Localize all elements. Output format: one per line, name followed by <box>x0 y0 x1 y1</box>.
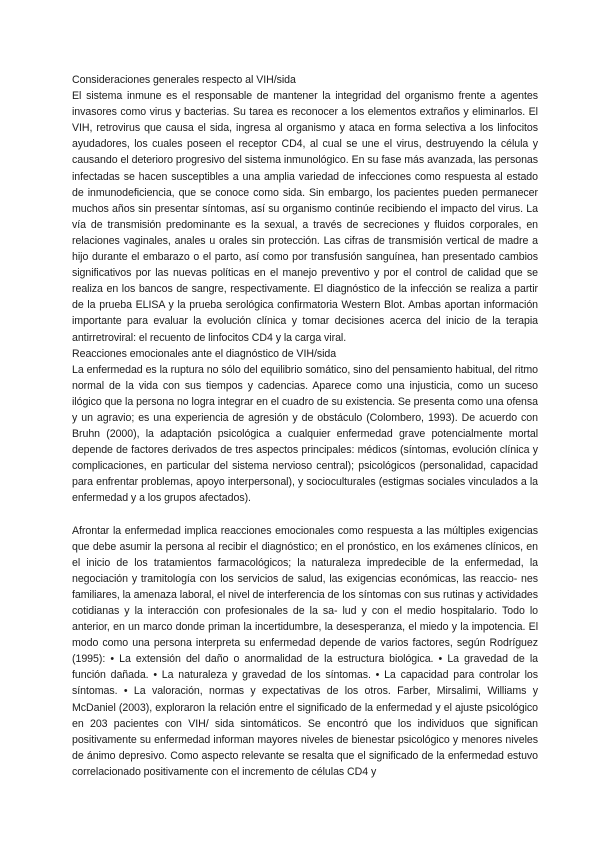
body-paragraph: Afrontar la enfermedad implica reacciones emocionales como respuesta a las múltiples exigencias que debe asumir la persona al recibir el diagnóstico; en el pronóstico, en los exámenes clínicos, en el inicio de los tratamientos farmacológicos; la naturaleza impredecible de la enfermedad, la negociación y tramitología con los servicios de salud, las exigencias económicas, las reaccio- nes familiares, la amenaza laboral, el nivel de interferencia de los síntomas con sus rutinas y actividades cotidianas y la interacción con profesionales de la sa- lud y con el medio hospitalario. Todo lo anterior, en un marco donde priman la incertidumbre, la desesperanza, el miedo y la impotencia. El modo como una persona interpreta su enfermedad depende de varios factores, según Rodríguez (1995): • La extensión del daño o anormalidad de la estructura biológica. • La gravedad de la función dañada. • La naturaleza y gravedad de los síntomas. • La capacidad para controlar los síntomas. • La valoración, normas y expectativas de los otros. Farber, Mirsalimi, Williams y McDaniel (2003), exploraron la relación entre el significado de la enfermedad y el ajuste psicológico en 203 pacientes con VIH/ sida sintomáticos. Se encontró que los individuos que significan positivamente su enfermedad informan mayores niveles de bienestar psicológico y menores niveles de ánimo depresivo. Como aspecto relevante se resalta que el significado de la enfermedad estuvo correlacionado positivamente con el incremento de células CD4 y <box>72 524 538 778</box>
section-heading: Reacciones emocionales ante el diagnóstico de VIH/sida <box>72 347 337 360</box>
paragraph-gap <box>72 507 538 523</box>
body-paragraph: El sistema inmune es el responsable de mantener la integridad del organismo frente a agentes invasores como virus y bacterias. Su tarea es reconocer a los elementos extraños y eliminarlos. El VIH, retrovirus que causa el sida, ingresa al organismo y ataca en forma selectiva a los linfocitos ayudadores, los cuales poseen el receptor CD4, al cual se une el virus, destruyendo la célula y causando el deterioro progresivo del sistema inmunológico. En su fase más avanzada, las personas infectadas se hacen susceptibles a una amplia variedad de infecciones como respuesta al estado de inmunodeficiencia, que se conoce como sida. Sin embargo, los pacientes pueden permanecer muchos años sin presentar síntomas, así su organismo continúe recibiendo el impacto del virus. La vía de transmisión predominante es la sexual, a través de secreciones y fluidos corporales, en relaciones vaginales, anales u orales sin protección. Las cifras de transmisión vertical de madre a hijo durante el embarazo o el parto, así como por transfusión sanguínea, han presentado cambios significativos por las nuevas políticas en el manejo preventivo y por el control de calidad que se realiza en los bancos de sangre, respectivamente. El diagnóstico de la infección se realiza a partir de la prueba ELISA y la prueba serológica confirmatoria Western Blot. Ambas aportan información importante para evaluar la evolución clínica y tomar decisiones acerca del inicio de la terapia antirretroviral: el recuento de linfocitos CD4 y la carga viral. <box>72 90 538 344</box>
body-paragraph: La enfermedad es la ruptura no sólo del equilibrio somático, sino del pensamiento habitual, del ritmo normal de la vida con sus tiempos y cadencias. Aparece como una injusticia, como un suceso ilógico que la persona no logra integrar en el cuadro de su existencia. Se presenta como una ofensa y un agravio; es una experiencia de agresión y de obstáculo (Colombero, 1993). De acuerdo con Bruhn (2000), la adaptación psicológica a cualquier enfermedad grave potencialmente mortal depende de factores derivados de tres aspectos principales: médicos (síntomas, evolución clínica y complicaciones, en particular del sistema nervioso central); psicológicos (personalidad, capacidad para enfrentar problemas, apoyo interpersonal), y socioculturales (estigmas sociales vinculados a la enfermedad y a los grupos afectados). <box>72 363 538 505</box>
section-heading: Consideraciones generales respecto al VIH/sida <box>72 74 296 86</box>
section-general-considerations <box>72 72 538 346</box>
section-emotional-reactions <box>72 346 538 780</box>
